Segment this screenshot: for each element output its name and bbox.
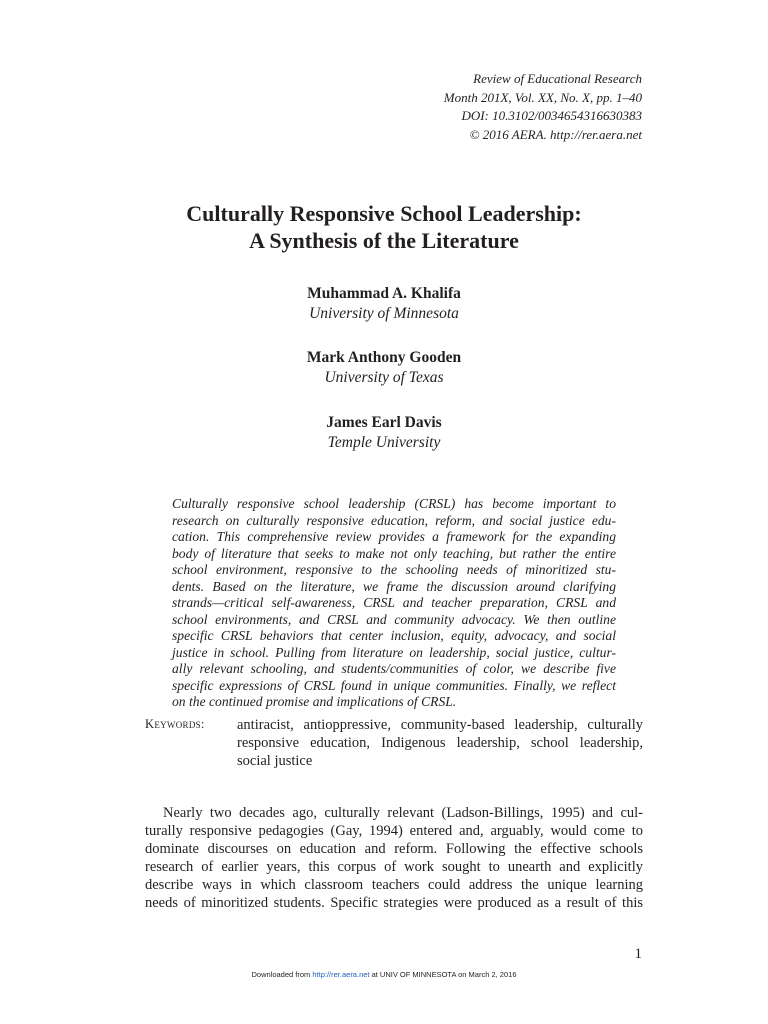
abstract-line: strands—critical self-awareness, CRSL and teacher preparation, CRSL and (172, 595, 616, 610)
abstract (172, 496, 616, 711)
body-line: Nearly two decades ago, culturally relevant (Ladson-Billings, 1995) and cul- (163, 805, 643, 821)
keywords-line: antiracist, antioppressive, community-based leadership, culturally (237, 717, 643, 733)
page-number: 1 (634, 946, 642, 962)
body-line: turally responsive pedagogies (Gay, 1994) entered and, arguably, would come to (145, 823, 643, 839)
author-affiliation: University of Minnesota (309, 305, 459, 322)
author-block-2 (100, 348, 668, 388)
abstract-line: school environment, responsive to the schooling needs of minoritized stu- (172, 562, 616, 577)
body-line: research of earlier years, this corpus of work sought to unearth and explicitly (145, 859, 643, 875)
abstract-line: ally relevant schooling, and students/communities of color, we describe five (172, 661, 616, 676)
author-affiliation: University of Texas (324, 369, 444, 386)
keywords-list (237, 716, 643, 770)
journal-name: Review of Educational Research (473, 71, 642, 86)
abstract-line: body of literature that seeks to make not only teaching, but rather the entire (172, 545, 616, 561)
body-line: needs of minoritized students. Specific strategies were produced as a result of this (145, 895, 643, 911)
abstract-line: specific expressions of CRSL found in unique communities. Finally, we reflect (172, 677, 616, 693)
footer-link[interactable]: http://rer.aera.net (312, 970, 370, 979)
abstract-line: Culturally responsive school leadership (CRSL) has become important to (172, 496, 616, 511)
journal-header (322, 70, 642, 144)
abstract-line: school environments, and CRSL and community advocacy. We then outline (172, 611, 616, 627)
body-paragraph (145, 804, 643, 912)
journal-issue: Month 201X, Vol. XX, No. X, pp. 1–40 (443, 89, 642, 105)
keywords-label: Keywords: (145, 717, 205, 731)
abstract-line: cation. This comprehensive review provides a framework for the expanding (172, 529, 616, 544)
abstract-line: research on culturally responsive education, reform, and social justice edu- (172, 512, 616, 528)
download-footer (0, 970, 768, 979)
body-line: describe ways in which classroom teachers could address the unique learning (145, 877, 643, 893)
keywords-line: social justice (237, 753, 313, 769)
title-line-1: Culturally Responsive School Leadership: (186, 201, 582, 226)
title-line-2: A Synthesis of the Literature (249, 228, 519, 253)
author-name: Muhammad A. Khalifa (307, 285, 461, 302)
abstract-line: justice in school. Pulling from literature on leadership, social justice, cultur- (172, 644, 616, 660)
author-name: Mark Anthony Gooden (306, 349, 462, 366)
footer-prefix: Downloaded from (251, 970, 313, 979)
body-line: dominate discourses on education and reform. Following the effective schools (145, 841, 643, 857)
author-affiliation: Temple University (327, 434, 441, 451)
journal-copyright: © 2016 AERA. http://rer.aera.net (469, 126, 642, 142)
abstract-line: on the continued promise and implications of CRSL. (172, 694, 457, 709)
article-title (100, 200, 668, 254)
abstract-line: specific CRSL behaviors that center inclusion, equity, advocacy, and social (172, 628, 616, 643)
footer-suffix: at UNIV OF MINNESOTA on March 2, 2016 (369, 970, 517, 979)
journal-doi: DOI: 10.3102/0034654316630383 (461, 108, 642, 123)
keywords-line: responsive education, Indigenous leadership, school leadership, (237, 735, 643, 751)
author-block-1 (100, 284, 668, 324)
abstract-line: dents. Based on the literature, we frame the discussion around clarifying (172, 578, 616, 594)
author-name: James Earl Davis (326, 414, 442, 431)
author-block-3 (100, 413, 668, 453)
